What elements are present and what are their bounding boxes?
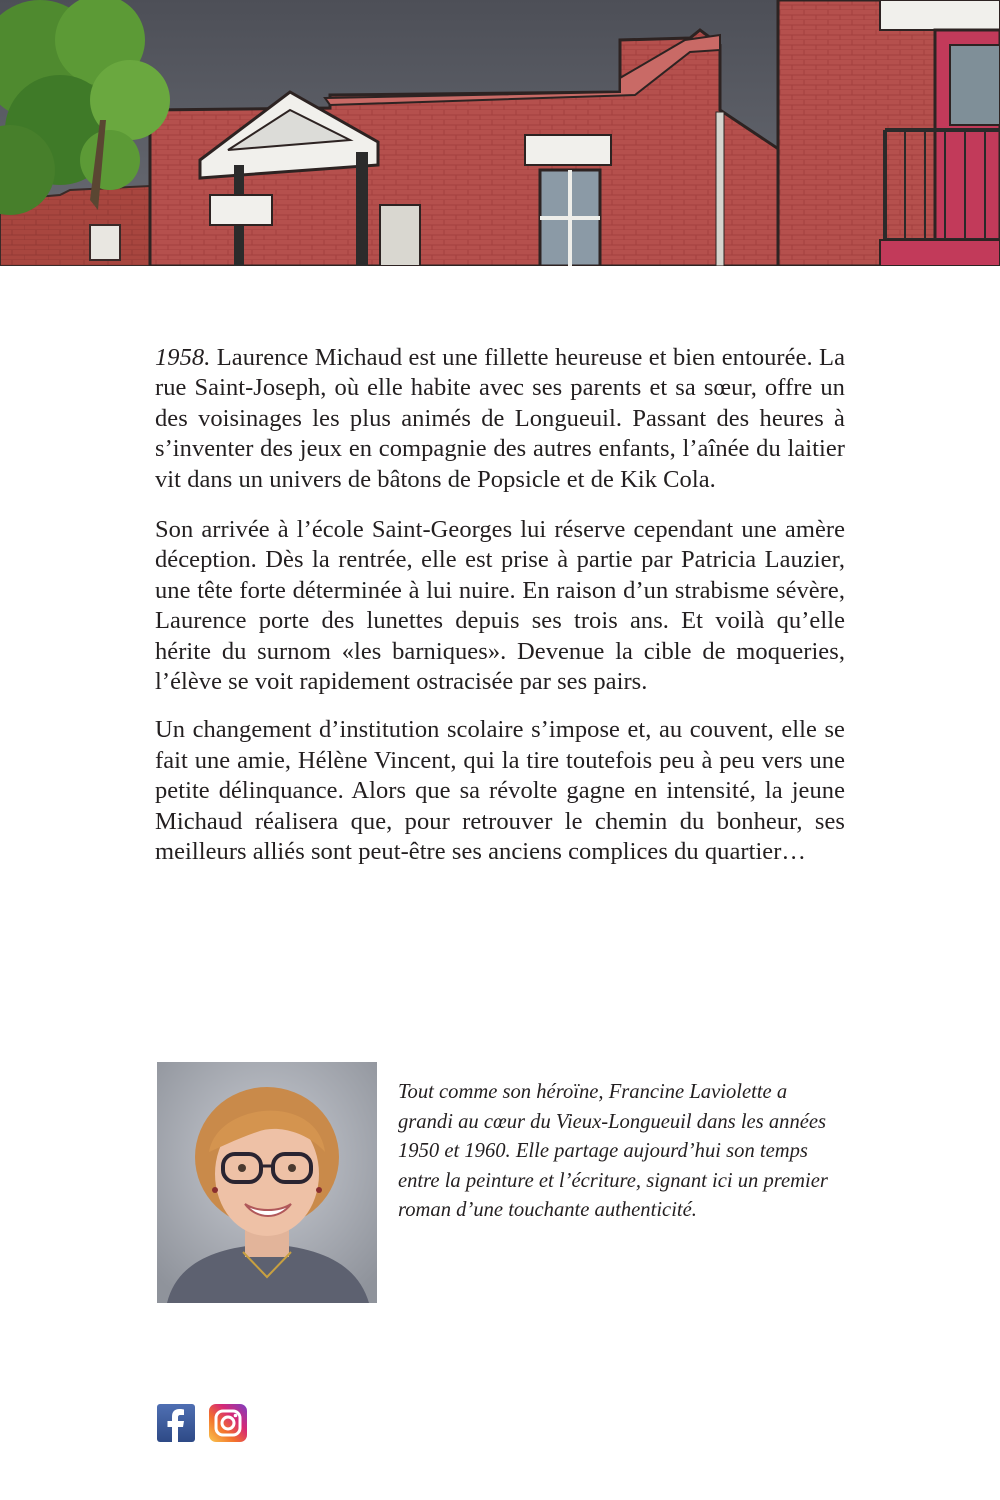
synopsis-paragraph-1 [155, 343, 845, 495]
synopsis-year: 1958. [155, 344, 211, 371]
synopsis-paragraph-3: Un changement d’institution scolaire s’impose et, au couvent, elle se fait une amie, Hélène Vincent, qui la tire toutefois peu à peu vers une petite délinquance. Alors que sa révolte gagne en intensité, la jeune Michaud réalisera que, pour retrouver le chemin du bonheur, ses meilleurs alliés sont peut-être ses anciens complices du quartier… [155, 716, 845, 866]
author-photo [157, 1062, 377, 1303]
back-cover-synopsis [155, 343, 845, 886]
instagram-icon[interactable] [209, 1404, 247, 1442]
cover-illustration-banner [0, 0, 1000, 266]
synopsis-paragraph-1-text: Laurence Michaud est une fillette heureuse et bien entourée. La rue Saint-Joseph, où elle habite avec ses parents et sa sœur, offre un des voisinages les plus animés de Longueuil. Passant des heures à s’inventer des jeux en compagnie des autres enfants, l’aînée du laitier vit dans un univers de bâtons de Popsicle et de Kik Cola. [155, 344, 845, 493]
author-bio: Tout comme son héroïne, Francine Laviolette a grandi au cœur du Vieux-Longueuil dans les années 1950 et 1960. Elle partage aujourd’hui son temps entre la peinture et l’écriture, signant ici un premier roman d’une touchante authenticité. [398, 1081, 828, 1222]
facebook-icon[interactable] [157, 1404, 195, 1442]
social-links [157, 1404, 247, 1442]
synopsis-paragraph-2: Son arrivée à l’école Saint-Georges lui réserve cependant une amère déception. Dès la rentrée, elle est prise à partie par Patricia Lauzier, une tête forte déterminée à lui nuire. En raison d’un strabisme sévère, Laurence porte des lunettes depuis ses trois ans. Et voilà qu’elle hérite du surnom «les barniques». Devenue la cible de moqueries, l’élève se voit rapidement ostracisée par ses pairs. [155, 516, 845, 696]
